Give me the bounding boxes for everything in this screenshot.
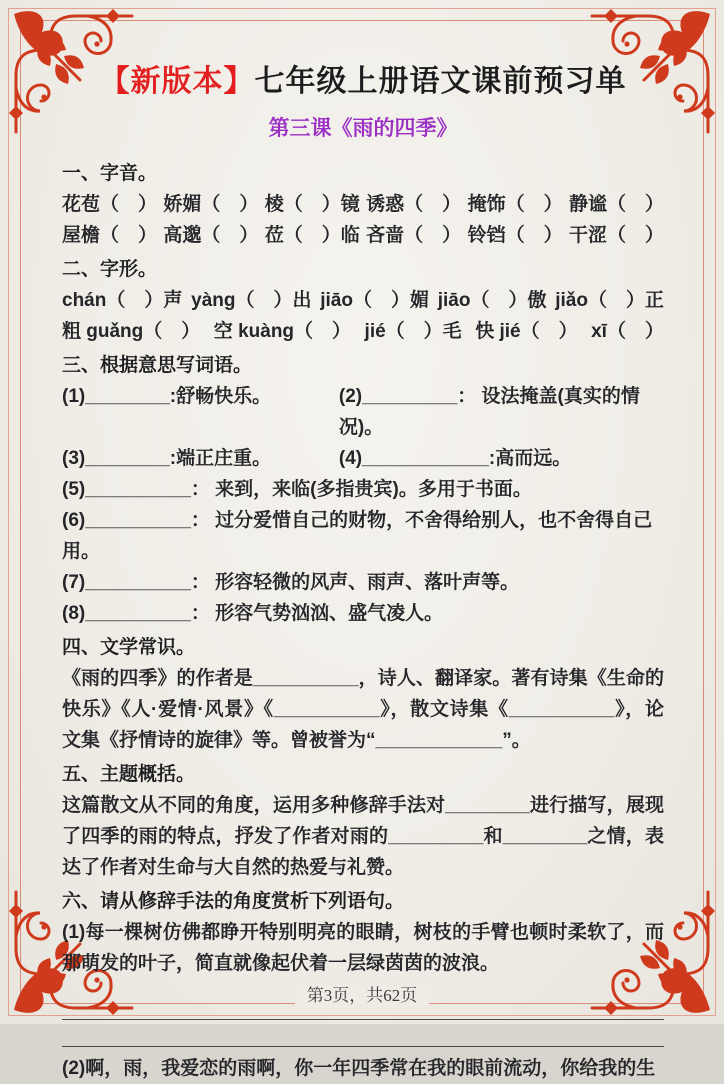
definition-item: (6)__________： 过分爱惜自己的财物，不舍得给别人，也不舍得自己用。: [62, 510, 653, 562]
phonetics-row-1: [62, 189, 664, 220]
theme-paragraph: 这篇散文从不同的角度，运用多种修辞手法对________进行描写，展现了四季的雨的特点，抒发了作者对雨的_________和________之情，表达了作者对生命与大自然的热爱与礼赞。: [62, 795, 664, 878]
word-item: 吝啬（ ）: [366, 225, 462, 246]
word-item: 莅（ ）临: [264, 225, 360, 246]
section5-heading: 五、主题概括。: [62, 764, 196, 785]
page-footer: [0, 981, 724, 1006]
characters-row-2: [62, 316, 664, 347]
word-item: 静谧（ ）: [568, 194, 664, 215]
pinyin-item: jiāo（ ）傲: [437, 290, 547, 311]
definition-item: (3)________:端正庄重。: [62, 448, 272, 469]
word-item: 娇媚（ ）: [163, 194, 259, 215]
definition-item: (2)_________： 设法掩盖(真实的情况)。: [338, 386, 640, 438]
definition-item: (5)__________： 来到，来临(多指贵宾)。多用于书面。: [62, 479, 532, 500]
section6-heading: 六、请从修辞手法的角度赏析下列语句。: [62, 891, 405, 912]
worksheet-body: [62, 158, 664, 1084]
pinyin-item: jié（ ）毛: [364, 321, 462, 342]
section3-heading: 三、根据意思写词语。: [62, 355, 253, 376]
pinyin-item: yàng（ ）出: [191, 290, 312, 311]
pinyin-item: 粗 guǎng（ ）: [62, 321, 201, 342]
definition-item: (8)__________： 形容气势汹汹、盛气凌人。: [62, 603, 444, 624]
word-item: 干涩（ ）: [568, 225, 664, 246]
pinyin-item: chán（ ）声: [62, 290, 183, 311]
worksheet-content: [62, 30, 664, 1084]
analysis-sentence-2: (2)啊，雨，我爱恋的雨啊，你一年四季常在我的眼前流动，你给我的生: [62, 1058, 656, 1079]
section4-heading: 四、文学常识。: [62, 637, 196, 658]
word-item: 棱（ ）镜: [264, 194, 360, 215]
pinyin-item: jiǎo（ ）正: [555, 290, 664, 311]
pinyin-item: 快 jié（ ）: [475, 321, 578, 342]
pinyin-item: xī（ ）: [591, 321, 664, 342]
word-item: 高邈（ ）: [163, 225, 259, 246]
edition-badge: 【新版本】: [99, 65, 255, 98]
analysis-sentence-1: (1)每一棵树仿佛都睁开特别明亮的眼睛，树枝的手臂也顿时柔软了，而那萌发的叶子，简直就像起伏着一层绿茵茵的波浪。: [62, 922, 664, 974]
definition-pair-row: [62, 443, 664, 474]
definition-item: (7)__________： 形容轻微的风声、雨声、落叶声等。: [62, 572, 520, 593]
page-number: 第3页，共62页: [295, 986, 430, 1005]
pinyin-item: jiāo（ ）媚: [320, 290, 429, 311]
word-item: 掩饰（ ）: [467, 194, 563, 215]
lesson-subtitle: 第三课《雨的四季》: [268, 117, 458, 140]
word-item: 屋檐（ ）: [62, 225, 158, 246]
definition-item: (4)____________:高而远。: [338, 448, 572, 469]
page-title: [62, 56, 664, 100]
pinyin-item: 空 kuàng（ ）: [213, 321, 352, 342]
word-item: 铃铛（ ）: [467, 225, 563, 246]
section2-heading: 二、字形。: [62, 259, 158, 280]
definition-item: (1)________:舒畅快乐。: [62, 386, 272, 407]
answer-line: [62, 1020, 664, 1047]
word-item: 诱惑（ ）: [366, 194, 462, 215]
phonetics-row-2: [62, 220, 664, 251]
definition-pair-row: [62, 381, 664, 443]
literature-paragraph: 《雨的四季》的作者是__________，诗人、翻译家。著有诗集《生命的快乐》《人·爱情·风景》《__________》，散文诗集《__________》，论文集《抒情诗的旋律》等。曾被誉为“____________”。: [62, 668, 664, 751]
title-text: 七年级上册语文课前预习单: [254, 65, 627, 98]
characters-row-1: [62, 285, 664, 316]
section1-heading: 一、字音。: [62, 163, 158, 184]
word-item: 花苞（ ）: [62, 194, 158, 215]
